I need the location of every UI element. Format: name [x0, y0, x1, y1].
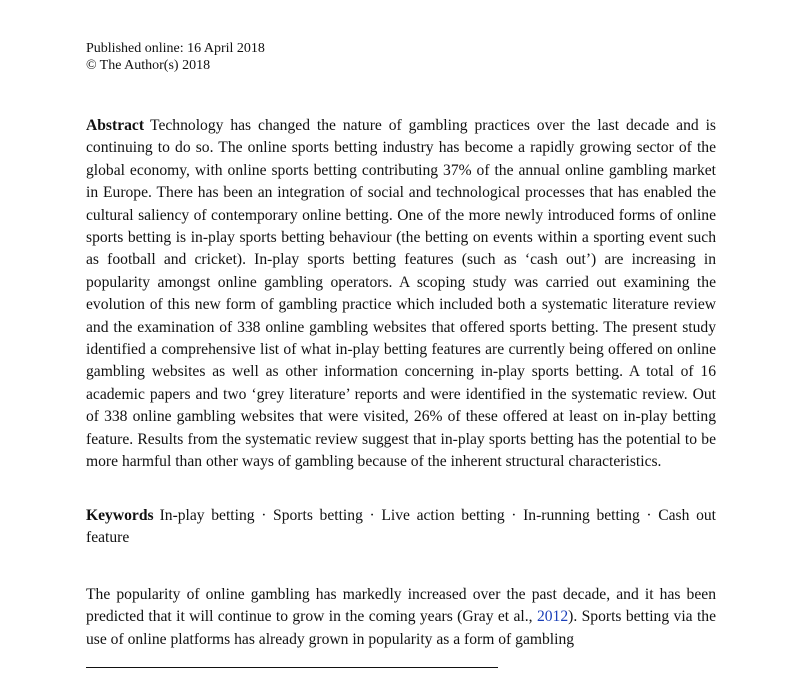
keywords-heading: Keywords [86, 507, 154, 524]
published-date: Published online: 16 April 2018 [86, 41, 265, 56]
keywords-text: In-play betting · Sports betting · Live action betting · In-running betting · Cash out feature [86, 507, 716, 547]
copyright-text: The Author(s) 2018 [99, 58, 211, 73]
abstract-paragraph [86, 115, 716, 474]
intro-text-after-citation: ). Sports betting via the use of online platforms has already grown in popularity as a form of gambling [86, 608, 716, 648]
keywords-paragraph [86, 505, 716, 550]
abstract-text: Technology has changed the nature of gambling practices over the last decade and is continuing to do so. The online sports betting industry has become a rapidly growing sector of the global economy, with online sports betting contributing 37% of the annual online gambling market in Europe. There has been an integration of social and technological processes that has enabled the cultural saliency of contemporary online betting. One of the more newly introduced forms of online sports betting is in-play sports betting behaviour (the betting on events within a sporting event such as football and cricket). In-play sports betting features (such as ‘cash out’) are increasing in popularity amongst online gambling operators. A scoping study was carried out examining the evolution of this new form of gambling practice which included both a systematic literature review and the examination of 338 online gambling websites that offered sports betting. The present study identified a comprehensive list of what in-play betting features are currently being offered on online gambling websites as well as other information concerning in-play sports betting. A total of 16 academic papers and two ‘grey literature’ reports and were identified in the systematic review. Out of 338 online gambling websites that were visited, 26% of these offered at least on in-play betting feature. Results from the systematic review suggest that in-play sports betting has the potential to be more harmful than other ways of gambling because of the inherent structural characteristics. [86, 117, 716, 471]
intro-text-before-citation: The popularity of online gambling has markedly increased over the past decade, and it has been predicted that it will continue to grow in the coming years (Gray et al., [86, 586, 716, 626]
citation-link-2012[interactable]: 2012 [536, 608, 569, 626]
copyright-line [86, 57, 265, 74]
footnote-separator [86, 667, 498, 668]
copyright-symbol: © [86, 58, 97, 73]
publication-info [86, 40, 265, 74]
abstract-heading: Abstract [86, 117, 145, 134]
introduction-paragraph [86, 584, 716, 651]
